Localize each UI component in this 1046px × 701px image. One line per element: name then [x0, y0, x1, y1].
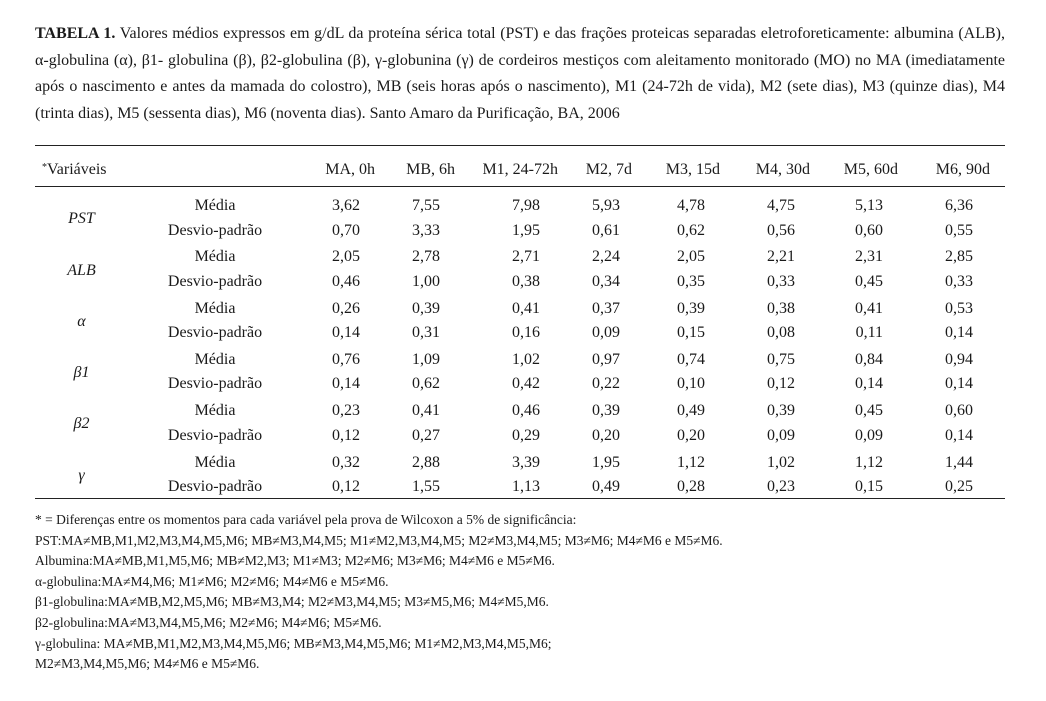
- table-cell: 4,78: [677, 197, 705, 214]
- table-cell: 0,74: [677, 350, 705, 368]
- stat-label-mean: Média: [194, 299, 236, 317]
- stat-label-mean: Média: [194, 402, 236, 420]
- table-cell: 0,12: [332, 426, 360, 444]
- table-cell: 0,45: [855, 402, 883, 420]
- variable-label: ALB: [67, 261, 96, 279]
- header-asterisk: *: [42, 162, 47, 173]
- table-cell: 1,09: [412, 350, 440, 368]
- table-cell: 0,22: [592, 375, 620, 393]
- table-cell: 0,38: [512, 272, 540, 290]
- caption-label: TABELA 1.: [35, 25, 116, 42]
- table-cell: 0,32: [332, 453, 360, 471]
- column-header: M5, 60d: [843, 161, 898, 178]
- stat-label-sd: Desvio-padrão: [167, 272, 263, 290]
- table-cell: 0,25: [945, 478, 973, 495]
- variable-label: PST: [68, 210, 95, 228]
- table-cell: 0,29: [512, 426, 540, 444]
- table-cell: 0,37: [592, 299, 620, 317]
- table-cell: 0,11: [855, 324, 883, 342]
- table-cell: 0,46: [332, 272, 360, 290]
- table-cell: 0,39: [412, 299, 440, 317]
- table-cell: 3,62: [332, 197, 360, 214]
- table-cell: 5,13: [855, 197, 883, 214]
- stat-label-sd: Desvio-padrão: [167, 426, 263, 444]
- column-header: MA, 0h: [325, 161, 375, 178]
- table-cell: 0,33: [767, 272, 795, 290]
- table-cell: 0,41: [855, 299, 883, 317]
- variable-label: β1: [73, 364, 90, 382]
- table-cell: 2,05: [332, 248, 360, 266]
- table-cell: 7,98: [512, 197, 540, 214]
- table-cell: 1,00: [412, 272, 440, 290]
- table-cell: 0,56: [767, 221, 795, 239]
- table-cell: 0,12: [767, 375, 795, 393]
- footnote-line: * = Diferenças entre os momentos para cada variável pela prova de Wilcoxon a 5% de significância:: [35, 512, 577, 527]
- table-cell: 0,94: [945, 350, 973, 368]
- table-cell: 0,14: [332, 324, 360, 342]
- footnote-line: α-globulina:MA≠M4,M6; M1≠M6; M2≠M6; M4≠M6 e M5≠M6.: [35, 573, 389, 589]
- table-cell: 2,21: [767, 248, 795, 266]
- table-cell: 0,76: [332, 350, 360, 368]
- table-cell: 0,31: [412, 324, 440, 342]
- footnote-line: Albumina:MA≠MB,M1,M5,M6; MB≠M2,M3; M1≠M3; M2≠M6; M3≠M6; M4≠M6 e M5≠M6.: [35, 553, 555, 569]
- table-cell: 2,31: [855, 248, 883, 266]
- column-header: M4, 30d: [755, 161, 810, 178]
- table-cell: 0,39: [767, 402, 795, 420]
- table-cell: 2,24: [592, 248, 620, 266]
- table-cell: 0,60: [855, 221, 883, 239]
- table-cell: 0,41: [412, 402, 440, 420]
- table-cell: 0,75: [767, 350, 795, 368]
- table-cell: 0,27: [412, 426, 440, 444]
- table-cell: 0,97: [592, 350, 620, 368]
- table-cell: 0,46: [512, 402, 540, 420]
- table-cell: 0,84: [855, 350, 883, 368]
- table-cell: 1,02: [767, 453, 795, 471]
- table-cell: 0,41: [512, 299, 540, 317]
- stat-label-sd: Desvio-padrão: [167, 324, 263, 342]
- table-cell: 0,20: [592, 426, 620, 444]
- variable-label: α: [77, 312, 86, 330]
- table-cell: 0,09: [592, 324, 620, 342]
- table-cell: 0,35: [677, 272, 705, 290]
- stat-label-mean: Média: [194, 350, 236, 368]
- table-cell: 0,14: [332, 375, 360, 393]
- table-cell: 4,75: [767, 197, 795, 214]
- table-cell: 0,15: [855, 478, 883, 495]
- table-cell: 6,36: [945, 197, 973, 214]
- footnote-line: PST:MA≠MB,M1,M2,M3,M4,M5,M6; MB≠M3,M4,M5; M1≠M2,M3,M4,M5; M2≠M3,M4,M5; M3≠M6; M4≠M6 e M5≠M6.: [35, 532, 723, 548]
- table-cell: 0,28: [677, 478, 705, 495]
- table-cell: 1,12: [855, 453, 883, 471]
- table-cell: 0,14: [945, 324, 973, 342]
- header-label: Variáveis: [47, 161, 107, 178]
- table-cell: 1,13: [512, 478, 540, 495]
- table-cell: 1,12: [677, 453, 705, 471]
- footnote-line: M2≠M3,M4,M5,M6; M4≠M6 e M5≠M6.: [35, 656, 260, 672]
- table-cell: 2,71: [512, 248, 540, 266]
- table-cell: 0,26: [332, 299, 360, 317]
- footnotes: [35, 510, 1010, 675]
- table-cell: 1,95: [512, 221, 540, 239]
- table-cell: 0,14: [855, 375, 883, 393]
- table-cell: 1,02: [512, 350, 540, 368]
- table-cell: 0,16: [512, 324, 540, 342]
- table-cell: 0,61: [592, 221, 620, 239]
- stat-label-mean: Média: [194, 197, 236, 214]
- table-cell: 0,14: [945, 375, 973, 393]
- table-caption: [35, 21, 1005, 127]
- table-cell: 0,49: [677, 402, 705, 420]
- footnote-line: β2-globulina:MA≠M3,M4,M5,M6; M2≠M6; M4≠M6; M5≠M6.: [35, 614, 382, 630]
- table-cell: 0,10: [677, 375, 705, 393]
- table-cell: 5,93: [592, 197, 620, 214]
- header-variables: [42, 160, 107, 180]
- column-header: MB, 6h: [406, 161, 455, 178]
- stat-label-mean: Média: [194, 248, 236, 266]
- table-cell: 2,78: [412, 248, 440, 266]
- table-cell: 2,05: [677, 248, 705, 266]
- table-cell: 0,09: [855, 426, 883, 444]
- column-header: M2, 7d: [585, 161, 632, 178]
- table-cell: 0,38: [767, 299, 795, 317]
- bottom-rule: [35, 498, 1005, 499]
- table-cell: 0,20: [677, 426, 705, 444]
- stat-label-sd: Desvio-padrão: [167, 221, 263, 239]
- footnote-line: β1-globulina:MA≠MB,M2,M5,M6; MB≠M3,M4; M2≠M3,M4,M5; M3≠M5,M6; M4≠M5,M6.: [35, 594, 549, 610]
- variable-label: β2: [73, 415, 90, 433]
- table-cell: 0,49: [592, 478, 620, 495]
- table-cell: 0,42: [512, 375, 540, 393]
- table-cell: 0,55: [945, 221, 973, 239]
- caption-text: Valores médios expressos em g/dL da proteína sérica total (PST) e das frações proteicas separadas eletroforeticamente: albumina (ALB), α-globulina (α), β1- globulina (β), β2-globulina (β), γ-globunina (γ) de cordeiros mestiços com aleitamento monitorado (MO) no MA (imediatamente após o nascimento e antes da mamada do colostro), MB (seis horas após o nascimento), M1 (24-72h de vida), M2 (sete dias), M3 (quinze dias), M4 (trinta dias), M5 (sessenta dias), M6 (noventa dias). Santo Amaro da Purificação, BA, 2006: [35, 25, 1005, 122]
- table-cell: 0,39: [677, 299, 705, 317]
- table-cell: 7,55: [412, 197, 440, 214]
- table-cell: 0,45: [855, 272, 883, 290]
- table-cell: 2,88: [412, 453, 440, 471]
- table-cell: 1,44: [945, 453, 973, 471]
- column-header: M6, 90d: [935, 161, 990, 178]
- footnote-line: γ-globulina: MA≠MB,M1,M2,M3,M4,M5,M6; MB≠M3,M4,M5,M6; M1≠M2,M3,M4,M5,M6;: [35, 635, 552, 651]
- header-rule: [35, 186, 1005, 187]
- column-header: M3, 15d: [665, 161, 720, 178]
- column-header: M1, 24-72h: [482, 161, 558, 178]
- table-cell: 2,85: [945, 248, 973, 266]
- stat-label-sd: Desvio-padrão: [167, 375, 263, 393]
- top-rule: [35, 145, 1005, 146]
- table-cell: 0,34: [592, 272, 620, 290]
- table-cell: 0,62: [677, 221, 705, 239]
- table-cell: 0,33: [945, 272, 973, 290]
- variable-label: γ: [78, 466, 85, 484]
- table-cell: 0,23: [332, 402, 360, 420]
- table-cell: 0,15: [677, 324, 705, 342]
- table-cell: 1,55: [412, 478, 440, 495]
- table-cell: 0,23: [767, 478, 795, 495]
- table-cell: 0,70: [332, 221, 360, 239]
- table-cell: 0,53: [945, 299, 973, 317]
- table-cell: 0,08: [767, 324, 795, 342]
- table-cell: 0,09: [767, 426, 795, 444]
- table-cell: 3,39: [512, 453, 540, 471]
- table-cell: 0,12: [332, 478, 360, 495]
- table-cell: 1,95: [592, 453, 620, 471]
- stat-label-mean: Média: [194, 453, 236, 471]
- table-cell: 0,62: [412, 375, 440, 393]
- table-cell: 0,39: [592, 402, 620, 420]
- table-cell: 0,60: [945, 402, 973, 420]
- table-cell: 3,33: [412, 221, 440, 239]
- stat-label-sd: Desvio-padrão: [167, 478, 263, 495]
- table-cell: 0,14: [945, 426, 973, 444]
